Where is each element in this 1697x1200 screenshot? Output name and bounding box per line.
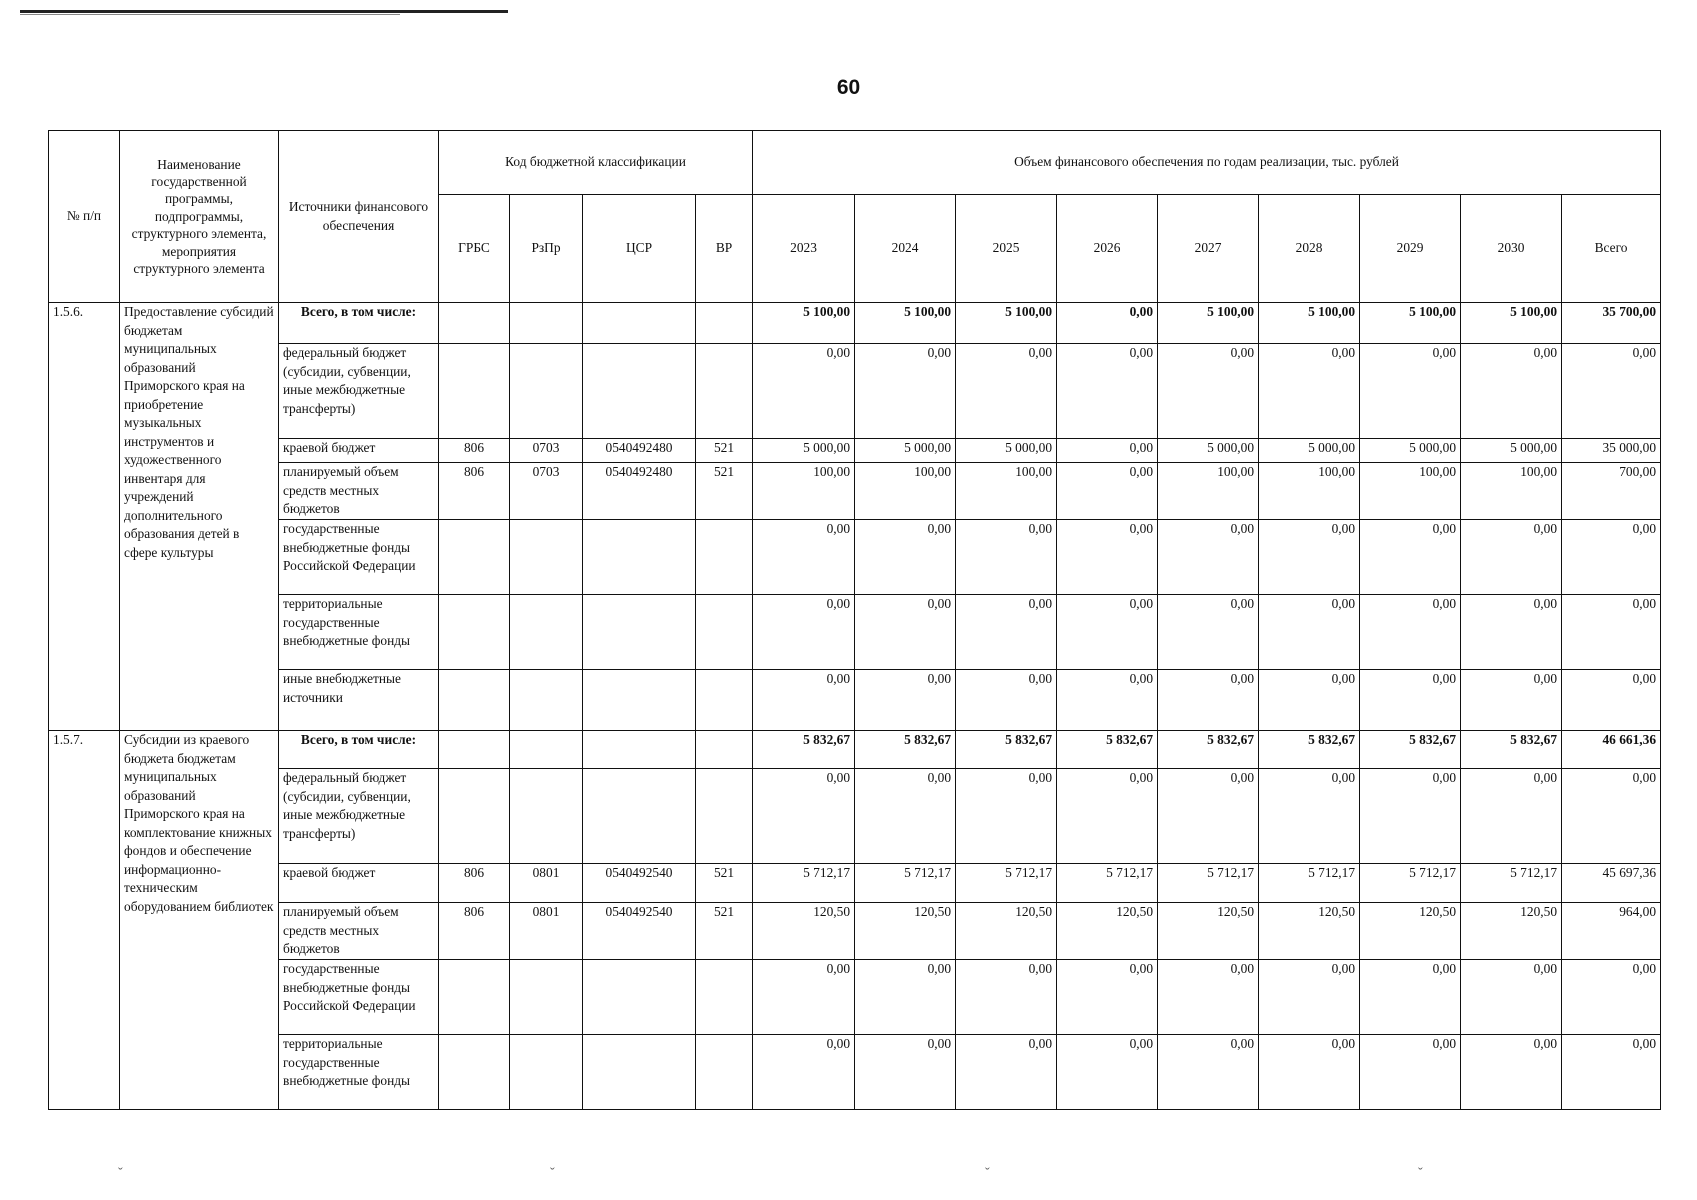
value-2030: 0,00 <box>1461 670 1562 731</box>
value-2023: 0,00 <box>753 769 855 864</box>
value-2027: 0,00 <box>1158 960 1259 1035</box>
source-label: краевой бюджет <box>279 439 439 463</box>
value-total: 700,00 <box>1562 463 1661 520</box>
rzpr-code: 0703 <box>510 439 583 463</box>
source-label: планируемый объем средств местных бюджетов <box>279 903 439 960</box>
value-2027: 5 000,00 <box>1158 439 1259 463</box>
value-2026: 0,00 <box>1057 439 1158 463</box>
header-year-2030: 2030 <box>1461 195 1562 303</box>
value-2023: 0,00 <box>753 670 855 731</box>
financing-table <box>48 130 1661 1110</box>
vr-code <box>696 670 753 731</box>
table-row <box>49 731 1661 769</box>
grbs-code <box>439 960 510 1035</box>
value-2028: 5 832,67 <box>1259 731 1360 769</box>
value-2024: 0,00 <box>855 960 956 1035</box>
grbs-code: 806 <box>439 864 510 903</box>
header-total: Всего <box>1562 195 1661 303</box>
rzpr-code: 0703 <box>510 463 583 520</box>
value-2027: 0,00 <box>1158 670 1259 731</box>
rzpr-code <box>510 731 583 769</box>
vr-code <box>696 960 753 1035</box>
vr-code: 521 <box>696 439 753 463</box>
csr-code <box>583 769 696 864</box>
table-row <box>49 1035 1661 1110</box>
value-2029: 100,00 <box>1360 463 1461 520</box>
csr-code: 0540492540 <box>583 864 696 903</box>
table-row <box>49 344 1661 439</box>
value-2026: 0,00 <box>1057 1035 1158 1110</box>
header-year-2026: 2026 <box>1057 195 1158 303</box>
grbs-code: 806 <box>439 463 510 520</box>
value-2029: 120,50 <box>1360 903 1461 960</box>
source-label: территориальные государственные внебюджетные фонды <box>279 1035 439 1110</box>
value-2024: 5 832,67 <box>855 731 956 769</box>
grbs-code <box>439 1035 510 1110</box>
source-label: краевой бюджет <box>279 864 439 903</box>
source-label: иные внебюджетные источники <box>279 670 439 731</box>
rzpr-code <box>510 1035 583 1110</box>
grbs-code <box>439 520 510 595</box>
scan-mark: ˇ <box>1418 1166 1423 1181</box>
value-2026: 120,50 <box>1057 903 1158 960</box>
value-2029: 0,00 <box>1360 769 1461 864</box>
csr-code <box>583 731 696 769</box>
vr-code <box>696 731 753 769</box>
header-year-2025: 2025 <box>956 195 1057 303</box>
vr-code <box>696 769 753 864</box>
value-2026: 0,00 <box>1057 344 1158 439</box>
vr-code <box>696 595 753 670</box>
source-label: планируемый объем средств местных бюджетов <box>279 463 439 520</box>
value-2023: 0,00 <box>753 960 855 1035</box>
item-number: 1.5.7. <box>49 731 120 1110</box>
vr-code <box>696 520 753 595</box>
value-2024: 0,00 <box>855 1035 956 1110</box>
top-rule-thin <box>20 14 400 15</box>
value-total: 0,00 <box>1562 769 1661 864</box>
value-2029: 0,00 <box>1360 1035 1461 1110</box>
csr-code <box>583 960 696 1035</box>
scan-mark: ˇ <box>985 1166 990 1181</box>
item-name: Предоставление субсидий бюджетам муниципальных образований Приморского края на приобретение музыкальных инструментов и художественного инвентаря для учреждений дополнительного образования детей в сфере культуры <box>120 303 279 731</box>
csr-code <box>583 1035 696 1110</box>
value-2023: 120,50 <box>753 903 855 960</box>
value-2026: 0,00 <box>1057 595 1158 670</box>
table-body <box>49 303 1661 1110</box>
value-2023: 0,00 <box>753 595 855 670</box>
value-2026: 0,00 <box>1057 769 1158 864</box>
value-2024: 0,00 <box>855 344 956 439</box>
header-csr: ЦСР <box>583 195 696 303</box>
table-header <box>49 131 1661 303</box>
rzpr-code <box>510 769 583 864</box>
value-2030: 0,00 <box>1461 595 1562 670</box>
header-year-2024: 2024 <box>855 195 956 303</box>
rzpr-code <box>510 303 583 344</box>
value-2029: 5 000,00 <box>1360 439 1461 463</box>
rzpr-code <box>510 670 583 731</box>
value-2025: 5 832,67 <box>956 731 1057 769</box>
value-2023: 5 832,67 <box>753 731 855 769</box>
value-2027: 120,50 <box>1158 903 1259 960</box>
grbs-code <box>439 769 510 864</box>
table-row <box>49 439 1661 463</box>
header-year-2023: 2023 <box>753 195 855 303</box>
csr-code <box>583 344 696 439</box>
value-2024: 120,50 <box>855 903 956 960</box>
value-total: 46 661,36 <box>1562 731 1661 769</box>
value-2030: 0,00 <box>1461 960 1562 1035</box>
value-2027: 5 832,67 <box>1158 731 1259 769</box>
value-2028: 0,00 <box>1259 670 1360 731</box>
value-2028: 5 100,00 <box>1259 303 1360 344</box>
vr-code: 521 <box>696 903 753 960</box>
scan-mark: ˇ <box>118 1166 123 1181</box>
value-2028: 0,00 <box>1259 960 1360 1035</box>
table-row <box>49 960 1661 1035</box>
value-total: 0,00 <box>1562 1035 1661 1110</box>
value-total: 35 000,00 <box>1562 439 1661 463</box>
value-2027: 0,00 <box>1158 520 1259 595</box>
csr-code: 0540492540 <box>583 903 696 960</box>
value-2025: 0,00 <box>956 670 1057 731</box>
rzpr-code: 0801 <box>510 864 583 903</box>
value-2026: 0,00 <box>1057 670 1158 731</box>
value-2030: 5 100,00 <box>1461 303 1562 344</box>
value-2030: 0,00 <box>1461 1035 1562 1110</box>
value-total: 0,00 <box>1562 960 1661 1035</box>
value-2026: 0,00 <box>1057 463 1158 520</box>
source-total-label: Всего, в том числе: <box>279 731 439 769</box>
table-row <box>49 595 1661 670</box>
table-row <box>49 520 1661 595</box>
csr-code <box>583 303 696 344</box>
value-2030: 0,00 <box>1461 344 1562 439</box>
value-2030: 120,50 <box>1461 903 1562 960</box>
value-2026: 0,00 <box>1057 303 1158 344</box>
grbs-code: 806 <box>439 439 510 463</box>
value-total: 0,00 <box>1562 520 1661 595</box>
table-row <box>49 769 1661 864</box>
value-2025: 0,00 <box>956 344 1057 439</box>
value-2027: 0,00 <box>1158 344 1259 439</box>
value-total: 0,00 <box>1562 595 1661 670</box>
value-2030: 0,00 <box>1461 769 1562 864</box>
header-vr: ВР <box>696 195 753 303</box>
header-volume-group: Объем финансового обеспечения по годам реализации, тыс. рублей <box>753 131 1661 195</box>
table-row <box>49 864 1661 903</box>
value-2029: 0,00 <box>1360 520 1461 595</box>
value-2024: 5 000,00 <box>855 439 956 463</box>
scan-mark: ˇ <box>550 1166 555 1181</box>
rzpr-code <box>510 344 583 439</box>
value-2024: 0,00 <box>855 520 956 595</box>
header-name: Наименование государственной программы, подпрограммы, структурного элемента, мероприятия структурного элемента <box>120 131 279 303</box>
value-2027: 0,00 <box>1158 769 1259 864</box>
value-2027: 0,00 <box>1158 1035 1259 1110</box>
value-2030: 5 000,00 <box>1461 439 1562 463</box>
value-2024: 0,00 <box>855 670 956 731</box>
value-2029: 0,00 <box>1360 960 1461 1035</box>
source-total-label: Всего, в том числе: <box>279 303 439 344</box>
value-2024: 0,00 <box>855 769 956 864</box>
table-row <box>49 303 1661 344</box>
value-2026: 5 712,17 <box>1057 864 1158 903</box>
value-2025: 120,50 <box>956 903 1057 960</box>
value-2023: 100,00 <box>753 463 855 520</box>
value-2026: 0,00 <box>1057 520 1158 595</box>
grbs-code: 806 <box>439 903 510 960</box>
value-2025: 0,00 <box>956 769 1057 864</box>
rzpr-code: 0801 <box>510 903 583 960</box>
value-2029: 0,00 <box>1360 670 1461 731</box>
value-2025: 0,00 <box>956 1035 1057 1110</box>
header-source: Источники финансового обеспечения <box>279 131 439 303</box>
header-code-group: Код бюджетной классификации <box>439 131 753 195</box>
value-total: 0,00 <box>1562 344 1661 439</box>
table-row <box>49 903 1661 960</box>
vr-code <box>696 344 753 439</box>
csr-code <box>583 670 696 731</box>
value-2023: 0,00 <box>753 520 855 595</box>
value-2028: 120,50 <box>1259 903 1360 960</box>
item-name: Субсидии из краевого бюджета бюджетам муниципальных образований Приморского края на комплектование книжных фондов и обеспечение информационно-техническим оборудованием библиотек <box>120 731 279 1110</box>
value-2023: 5 000,00 <box>753 439 855 463</box>
csr-code <box>583 520 696 595</box>
value-2023: 5 100,00 <box>753 303 855 344</box>
value-2024: 0,00 <box>855 595 956 670</box>
vr-code: 521 <box>696 864 753 903</box>
value-2029: 0,00 <box>1360 595 1461 670</box>
value-2023: 0,00 <box>753 1035 855 1110</box>
value-2027: 100,00 <box>1158 463 1259 520</box>
value-2028: 0,00 <box>1259 769 1360 864</box>
value-2023: 5 712,17 <box>753 864 855 903</box>
rzpr-code <box>510 520 583 595</box>
value-total: 45 697,36 <box>1562 864 1661 903</box>
value-2029: 0,00 <box>1360 344 1461 439</box>
value-2028: 5 712,17 <box>1259 864 1360 903</box>
value-2027: 5 100,00 <box>1158 303 1259 344</box>
value-2023: 0,00 <box>753 344 855 439</box>
value-2025: 5 712,17 <box>956 864 1057 903</box>
header-year-2028: 2028 <box>1259 195 1360 303</box>
value-2030: 0,00 <box>1461 520 1562 595</box>
grbs-code <box>439 303 510 344</box>
header-year-2027: 2027 <box>1158 195 1259 303</box>
value-2025: 5 000,00 <box>956 439 1057 463</box>
value-2028: 0,00 <box>1259 520 1360 595</box>
value-2029: 5 100,00 <box>1360 303 1461 344</box>
value-2029: 5 832,67 <box>1360 731 1461 769</box>
source-label: федеральный бюджет (субсидии, субвенции, иные межбюджетные трансферты) <box>279 344 439 439</box>
top-rule <box>20 10 508 13</box>
value-2024: 5 100,00 <box>855 303 956 344</box>
vr-code <box>696 303 753 344</box>
value-2025: 100,00 <box>956 463 1057 520</box>
value-2028: 0,00 <box>1259 1035 1360 1110</box>
grbs-code <box>439 344 510 439</box>
table-row <box>49 463 1661 520</box>
value-2026: 0,00 <box>1057 960 1158 1035</box>
value-2024: 100,00 <box>855 463 956 520</box>
value-2025: 0,00 <box>956 520 1057 595</box>
source-label: территориальные государственные внебюджетные фонды <box>279 595 439 670</box>
value-2025: 0,00 <box>956 960 1057 1035</box>
value-2030: 5 832,67 <box>1461 731 1562 769</box>
vr-code: 521 <box>696 463 753 520</box>
value-2027: 0,00 <box>1158 595 1259 670</box>
source-label: федеральный бюджет (субсидии, субвенции, иные межбюджетные трансферты) <box>279 769 439 864</box>
value-2025: 5 100,00 <box>956 303 1057 344</box>
value-2028: 0,00 <box>1259 595 1360 670</box>
vr-code <box>696 1035 753 1110</box>
header-grbs: ГРБС <box>439 195 510 303</box>
table-row <box>49 670 1661 731</box>
grbs-code <box>439 670 510 731</box>
value-2028: 100,00 <box>1259 463 1360 520</box>
csr-code: 0540492480 <box>583 463 696 520</box>
value-2025: 0,00 <box>956 595 1057 670</box>
grbs-code <box>439 731 510 769</box>
source-label: государственные внебюджетные фонды Российской Федерации <box>279 520 439 595</box>
source-label: государственные внебюджетные фонды Российской Федерации <box>279 960 439 1035</box>
value-total: 0,00 <box>1562 670 1661 731</box>
grbs-code <box>439 595 510 670</box>
value-total: 35 700,00 <box>1562 303 1661 344</box>
header-rzpr: РзПр <box>510 195 583 303</box>
value-total: 964,00 <box>1562 903 1661 960</box>
value-2027: 5 712,17 <box>1158 864 1259 903</box>
csr-code: 0540492480 <box>583 439 696 463</box>
value-2024: 5 712,17 <box>855 864 956 903</box>
rzpr-code <box>510 960 583 1035</box>
header-num: № п/п <box>49 131 120 303</box>
value-2030: 5 712,17 <box>1461 864 1562 903</box>
item-number: 1.5.6. <box>49 303 120 731</box>
value-2030: 100,00 <box>1461 463 1562 520</box>
value-2028: 0,00 <box>1259 344 1360 439</box>
value-2026: 5 832,67 <box>1057 731 1158 769</box>
value-2028: 5 000,00 <box>1259 439 1360 463</box>
page-number: 60 <box>836 76 861 99</box>
csr-code <box>583 595 696 670</box>
header-year-2029: 2029 <box>1360 195 1461 303</box>
value-2029: 5 712,17 <box>1360 864 1461 903</box>
rzpr-code <box>510 595 583 670</box>
